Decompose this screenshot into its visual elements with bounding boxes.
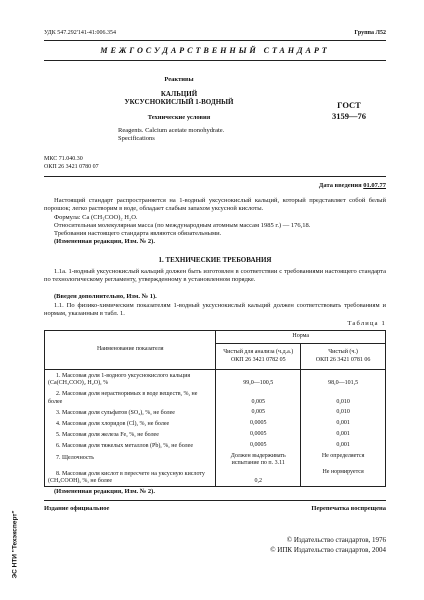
banner-interstate-standard: МЕЖГОСУДАРСТВЕННЫЙ СТАНДАРТ (100, 46, 330, 55)
table-row (45, 418, 386, 429)
row-value-pure-analysis: 0,005 (216, 388, 301, 406)
category: Реактивы (164, 76, 194, 83)
row-name: 5. Массовая доля железа Fe, %, не более (45, 429, 216, 440)
row-value-pure: Не определяется (301, 452, 386, 468)
group-code: Группа Л52 (354, 30, 386, 36)
gost-number: 3159—76 (332, 111, 366, 121)
table-revised-note: (Измененная редакция, Изм. № 2). (54, 488, 155, 495)
table-row (45, 370, 386, 389)
row-name: 7. Щелочность (45, 452, 216, 468)
row-name: 6. Массовая доля тяжелых металлов (Pb), %, не более (45, 440, 216, 451)
table-row (45, 429, 386, 440)
column-header-pure-analysis (216, 344, 301, 370)
mks-code: МКС 71.040.30 (44, 156, 83, 162)
table-row (45, 388, 386, 406)
title-line2: УКСУСНОКИСЛЫЙ 1-ВОДНЫЙ (124, 98, 234, 106)
row-value-pure: 0,001 (301, 418, 386, 429)
footer-rule (44, 500, 386, 501)
udk-code: УДК 547.292'141-41:006.354 (44, 30, 116, 36)
row-value-pure: 98,0—101,5 (301, 370, 386, 389)
intro-mass: Относительная молекулярная масса (по международным атомным массам 1985 г.) — 176,18. (54, 222, 311, 229)
intro-date-value: 01.07.77 (363, 182, 386, 189)
official-edition: Издание официальное (44, 505, 110, 512)
row-value-pure: 0,001 (301, 440, 386, 451)
table-label: Таблица 1 (347, 320, 386, 327)
table-row (45, 440, 386, 451)
header-rule (44, 40, 386, 41)
row-value-pure-analysis: 99,0—100,5 (216, 370, 301, 389)
copyright-1976: © Издательство стандартов, 1976 (286, 536, 386, 544)
row-value-pure-analysis: 0,0005 (216, 418, 301, 429)
row-value-pure: 0,010 (301, 388, 386, 406)
title-line1: КАЛЬЦИЙ (160, 90, 198, 98)
intro-revised-note: (Измененная редакция, Изм. № 2). (54, 238, 155, 245)
reprint-prohibited: Перепечатка воспрещена (311, 505, 386, 512)
intro-date-label: Дата введения (318, 182, 362, 189)
section1-para-1-1a: 1.1а. 1-водный уксуснокислый кальций должен быть изготовлен в соответствии с требованиями настоящего стандарта по технологическому регламенту, утвержденному в установленном порядке. (44, 268, 386, 284)
row-value-pure-analysis: 0,005 (216, 407, 301, 418)
row-value-pure: 0,010 (301, 407, 386, 418)
table-row (45, 468, 386, 487)
codes-rule (44, 176, 386, 177)
row-name: 8. Массовая доля кислот в пересчете на уксусную кислоту (CH₃COOH), %, не более (45, 468, 216, 487)
intro-date (250, 182, 386, 190)
row-value-pure: 0,001 (301, 429, 386, 440)
row-value-pure-analysis: Должен выдерживать испытание по п. 3.11 (216, 452, 301, 468)
row-value-pure: Не нормируется (301, 468, 386, 487)
table-row (45, 407, 386, 418)
row-name: 1. Массовая доля 1-водного уксуснокислого кальция (Ca(CH₃COO)₂ H₂O), % (45, 370, 216, 389)
column-header-pure-okp: ОКП 26 3421 0781 06 (315, 356, 371, 363)
row-name: 4. Массовая доля хлоридов (Cl), %, не более (45, 418, 216, 429)
column-header-name: Наименование показателя (45, 331, 216, 370)
row-value-pure-analysis: 0,0005 (216, 429, 301, 440)
section1-para-1-1: 1.1. По физико-химическим показателям 1-водный уксуснокислый кальций должен соответствовать требованиям и нормам, указанным в табл. 1. (44, 302, 386, 318)
intro-requirements: Требования настоящего стандарта являются обязательными. (54, 230, 222, 237)
intro-paragraph: Настоящий стандарт распространяется на 1-водный уксуснокислый кальций, который представляет собой белый порошок; легко растворим в воде, обладает слабым запахом уксусной кислоты. (44, 197, 386, 213)
row-name: 3. Массовая доля сульфатов (SO₄), %, не более (45, 407, 216, 418)
column-header-norm: Норма (216, 331, 386, 344)
column-header-pure-analysis-label: Чистый для анализа (ч.д.а.) (223, 349, 294, 356)
title-english-line2: Specifications (118, 135, 155, 142)
column-header-pure-analysis-okp: ОКП 26 3421 0782 05 (230, 356, 286, 363)
gost-label: ГОСТ (337, 100, 361, 110)
banner-rule (44, 60, 386, 61)
requirements-table (44, 330, 386, 487)
title-conditions: Технические условия (147, 114, 211, 121)
column-header-pure-label: Чистый (ч.) (328, 349, 358, 356)
table-row (45, 452, 386, 468)
row-name: 2. Массовая доля нерастворимых в воде веществ, %, не более (45, 388, 216, 406)
intro-formula: Формула: Ca (CH₃COO)₂ H₂O. (54, 214, 138, 221)
title-english-line1: Reagents. Calcium acetate monohydrate. (118, 127, 225, 134)
row-value-pure-analysis: 0,0005 (216, 440, 301, 451)
okp-code: ОКП 26 3421 0780 07 (44, 164, 99, 170)
copyright-2004: © ИПК Издательство стандартов, 2004 (270, 546, 386, 554)
side-stamp: ЭС НТИ "Техэксперт" (11, 510, 19, 579)
column-header-pure (301, 344, 386, 370)
row-value-pure-analysis: 0,2 (216, 468, 301, 487)
section1-heading: 1. ТЕХНИЧЕСКИЕ ТРЕБОВАНИЯ (158, 256, 272, 264)
section1-added-note: (Введен дополнительно, Изм. № 1). (54, 293, 157, 300)
